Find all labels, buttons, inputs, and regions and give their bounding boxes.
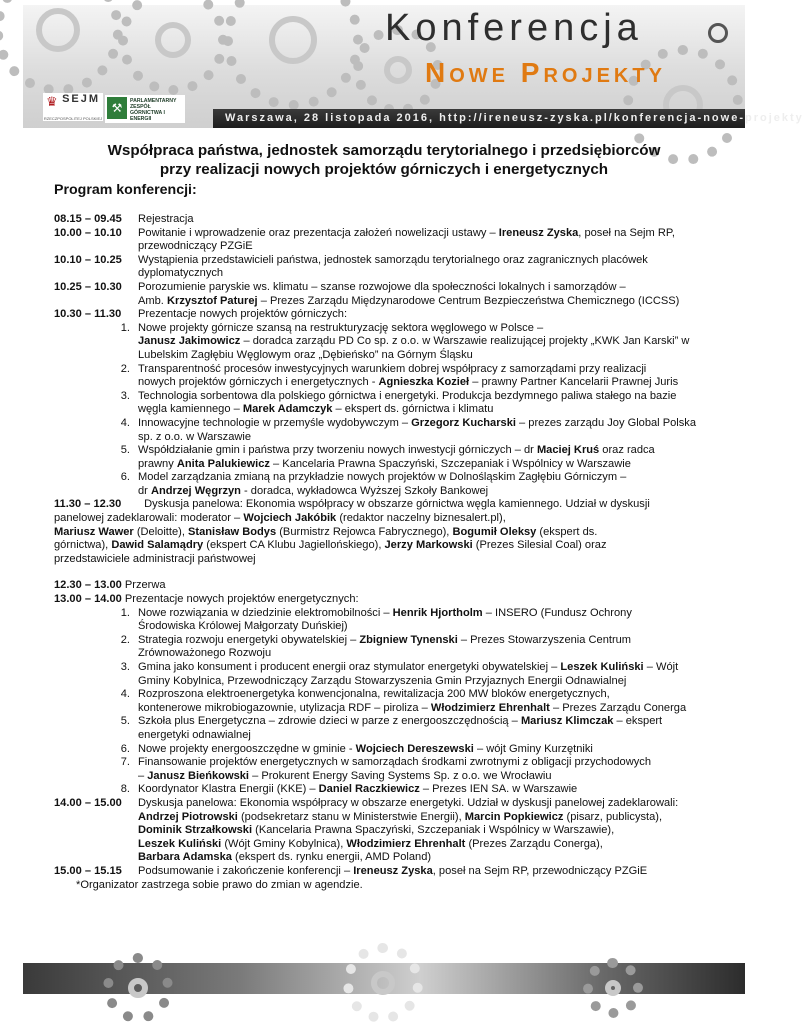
banner-subtitle: Nowe Projekty [425, 57, 666, 88]
sejm-logo-word: SEJM [62, 93, 101, 105]
item-number: 3. [120, 661, 130, 673]
sejm-logo [43, 93, 103, 121]
item-text: Nowe projekty energooszczędne w gminie - Wojciech Dereszewski – wójt Gminy Kurzętniki [138, 742, 593, 755]
agenda-row [0, 227, 768, 254]
agenda-time: 12.30 – 13.00 [54, 579, 122, 592]
item-text: Szkoła plus Energetyczna – zdrowie dzieci w parze z energooszczędnością – Mariusz Klimczak – ekspert energetyki odnawialnej [138, 715, 663, 741]
item-number: 2. [120, 362, 130, 375]
agenda-text: Wystąpienia przedstawicieli państwa, jednostek samorządu terytorialnego oraz zagranicznych placówek dyplomatycznych [138, 253, 648, 280]
item-number: 7. [120, 756, 130, 769]
list-item [0, 688, 768, 715]
agenda-row [0, 498, 768, 512]
agenda-note: *Organizator zastrzega sobie prawo do zmian w agendzie. [76, 878, 363, 891]
list-item [0, 756, 768, 783]
header-banner [23, 5, 804, 128]
agenda-row [0, 213, 768, 227]
agenda-text: Dyskusja panelowa: Ekonomia współpracy w obszarze górnictwa węgla kamiennego. Udział w dyskusji [144, 498, 650, 511]
agenda-time: 10.25 – 10.30 [54, 280, 122, 293]
item-number: 1. [120, 321, 130, 334]
item-number: 5. [120, 715, 130, 728]
item-number: 6. [120, 742, 130, 755]
item-text: Gmina jako konsument i producent energii oraz stymulator energetyki obywatelskiej – Leszek Kuliński – Wójt Gminy Kobylnica, Przewodniczący Zarządu Stowarzyszenia Gmin Przyjaznych Energii Odnawialnej [138, 661, 679, 687]
agenda-text: Rejestracja [138, 213, 194, 225]
agenda-time: 15.00 – 15.15 [54, 864, 122, 877]
agenda-row [0, 579, 768, 593]
agenda-row [0, 308, 768, 322]
item-number: 4. [120, 416, 130, 429]
list-item [0, 417, 768, 444]
agenda-row [0, 281, 768, 308]
agenda-time: 14.00 – 15.00 [54, 796, 122, 809]
agenda-text: Podsumowanie i zakończenie konferencji – Ireneusz Zyska, poseł na Sejm RP, przewodniczący PZGiE [138, 864, 648, 877]
pzgie-logo-text: PARLAMENTARNY ZESPÓŁ GÓRNICTWA I ENERGII [130, 98, 177, 122]
banner-info-bar: Warszawa, 28 listopada 2016, http://ireneusz-zyska.pl/konferencja-nowe-projekty [213, 109, 745, 128]
agenda-row [0, 865, 768, 879]
list-item [0, 634, 768, 661]
item-text: Nowe projekty górnicze szansą na restrukturyzację sektora węglowego w Polsce – Janusz Jakimowicz – doradca zarządu PD Co sp. z o.o. w Warszawie realizującej projekty „KWK Jan Karski” w Lubelskim Zagłębiu Węglowym oraz „Dębieńsko” na Górnym Śląsku [138, 321, 690, 361]
gear-icon [118, 0, 228, 95]
agenda-text: Przerwa [124, 579, 166, 592]
gear-icon [343, 943, 423, 1023]
item-number: 3. [120, 389, 130, 402]
list-item [0, 322, 768, 363]
agenda-time: 10.10 – 10.25 [54, 253, 122, 266]
item-text: Rozproszona elektroenergetyka konwencjonalna, rewitalizacja 200 MW bloków energetycznych, kontenerowe mikrobiogazownie, utylizacja RDF – piroliza – Włodzimierz Ehrenhalt – Prezes Zarządu Conerga [138, 688, 687, 714]
agenda-time: 13.00 – 14.00 [54, 593, 122, 606]
item-number: 8. [120, 783, 130, 796]
agenda-text: Dyskusja panelowa: Ekonomia współpracy w obszarze energetyki. Udział w dyskusji panelowej zadeklarowali: Andrzej Piotrowski (podsekretarz stanu w Ministerstwie Energii), Marcin Popkiewicz (pisarz, publicysta), Dominik Strzałkowski (Kancelaria Prawna Spaczyński, Szczepaniak i Wspólnicy w Warszawie), Leszek Kuliński (Wójt Gminy Kobylnica), Włodzimierz Ehrenhalt (Prezes Zarządu Conerga), Barbara Adamska (ekspert ds. rynku energii, AMD Poland) [138, 796, 679, 864]
list-item [0, 715, 768, 742]
agenda-text: Powitanie i wprowadzenie oraz prezentacja założeń nowelizacji ustawy – Ireneusz Zyska, poseł na Sejm RP, przewodniczący PZGiE [138, 226, 675, 253]
item-number: 6. [120, 471, 130, 484]
agenda-note-row [0, 879, 768, 893]
item-text: Innowacyjne technologie w przemyśle wydobywczym – Grzegorz Kucharski – prezes zarządu Joy Global Polska sp. z o.o. w Warszawie [138, 416, 697, 443]
footer-banner [23, 963, 745, 994]
agenda-time: 11.30 – 12.30 [54, 498, 122, 511]
list-item [0, 471, 768, 498]
item-text: Współdziałanie gmin i państwa przy tworzeniu nowych inwestycji górniczych – dr Maciej Kruś oraz radca prawny Anita Palukiewicz – Kancelaria Prawna Spaczyński, Szczepaniak i Wspólnicy w Warszawie [138, 444, 655, 470]
item-number: 5. [120, 444, 130, 457]
eagle-icon: ♛ [45, 94, 58, 109]
item-number: 2. [120, 633, 130, 646]
sejm-logo-sub: RZECZPOSPOLITEJ POLSKIEJ [43, 116, 103, 121]
agenda-row [0, 254, 768, 281]
gear-icon [583, 958, 643, 1018]
list-item [0, 661, 768, 688]
gear-icon [223, 0, 363, 110]
agenda-text: Prezentacje nowych projektów energetycznych: [124, 593, 359, 606]
item-text: Koordynator Klastra Energii (KKE) – Daniel Raczkiewicz – Prezes IEN SA. w Warszawie [138, 783, 578, 796]
item-text: Finansowanie projektów energetycznych w samorządach środkami zwrotnymi z obligacji przychodowych – Janusz Bieńkowski – Prokurent Energy Saving Systems Sp. z o.o. we Wrocławiu [138, 756, 651, 782]
agenda-text: Porozumienie paryskie ws. klimatu – szanse rozwojowe dla społeczności lokalnych i samorządów – Amb. Krzysztof Paturej – Prezes Zarządu Międzynarodowe Centrum Bezpieczeństwa Chemicznego (ICCSS) [138, 280, 680, 307]
gear-icon [103, 953, 173, 1023]
list-item [0, 783, 768, 797]
agenda [0, 213, 768, 892]
item-text: Strategia rozwoju energetyki obywatelskiej – Zbigniew Tynenski – Prezes Stowarzyszenia Centrum Zrównoważonego Rozwoju [138, 633, 632, 660]
list-item [0, 607, 768, 634]
agenda-row [0, 797, 768, 865]
agenda-time: 08.15 – 09.45 [54, 213, 122, 225]
agenda-text: Prezentacje nowych projektów górniczych: [138, 308, 348, 321]
list-item [0, 743, 768, 757]
page-title [0, 141, 768, 179]
title-line-1: Współpraca państwa, jednostek samorządu terytorialnego i przedsiębiorców [107, 142, 661, 159]
agenda-time: 10.00 – 10.10 [54, 226, 122, 239]
agenda-row [0, 593, 768, 607]
item-text: Model zarządzania zmianą na przykładzie nowych projektów w Dolnośląskim Zagłębiu Górniczym – dr Andrzej Węgrzyn - doradca, wykładowca Wyższej Szkoły Bankowej [138, 471, 627, 497]
agenda-text: panelowej zadeklarowali: moderator – Wojciech Jakóbik (redaktor naczelny biznesalert.pl), Mariusz Wawer (Deloitte), Stanisław Bodys (Burmistrz Rejowca Fabrycznego), Bogumił Oleksy (ekspert ds. górnictwa), Dawid Salamądry (ekspert CA Klubu Jagiellońskiego), Jerzy Markowski (Prezes Silesial Coal) oraz przedstawiciele administracji państwowej [54, 512, 607, 565]
program-label: Program konferencji: [54, 182, 197, 198]
pzgie-logo [105, 95, 185, 123]
agenda-row-continued [0, 512, 768, 566]
item-text: Transparentność procesów inwestycyjnych warunkiem dobrej współpracy z samorządami przy realizacji nowych projektów górniczych i energetycznych - Agnieszka Kozieł – prawny Partner Kancelarii Prawnej Juris [138, 362, 679, 389]
ring-icon [708, 23, 728, 43]
banner-title: Konferencja [385, 7, 643, 49]
list-item [0, 444, 768, 471]
gear-icon [0, 0, 123, 95]
spacer [0, 566, 768, 579]
list-item [0, 363, 768, 390]
agenda-time: 10.30 – 11.30 [54, 308, 122, 321]
item-text: Technologia sorbentowa dla polskiego górnictwa i energetyki. Produkcja bezdymnego paliwa stałego na bazie węgla kamiennego – Marek Adamczyk – ekspert ds. górnictwa i klimatu [138, 389, 677, 416]
pickaxe-icon: ⚒ [107, 97, 127, 119]
item-text: Nowe rozwiązania w dziedzinie elektromobilności – Henrik Hjortholm – INSERO (Fundusz Ochrony Środowiska Królowej Małgorzaty Duńskiej) [138, 606, 632, 633]
item-number: 1. [120, 606, 130, 619]
title-line-2: przy realizacji nowych projektów górniczych i energetycznych [159, 161, 609, 178]
item-number: 4. [120, 688, 130, 701]
list-item [0, 390, 768, 417]
